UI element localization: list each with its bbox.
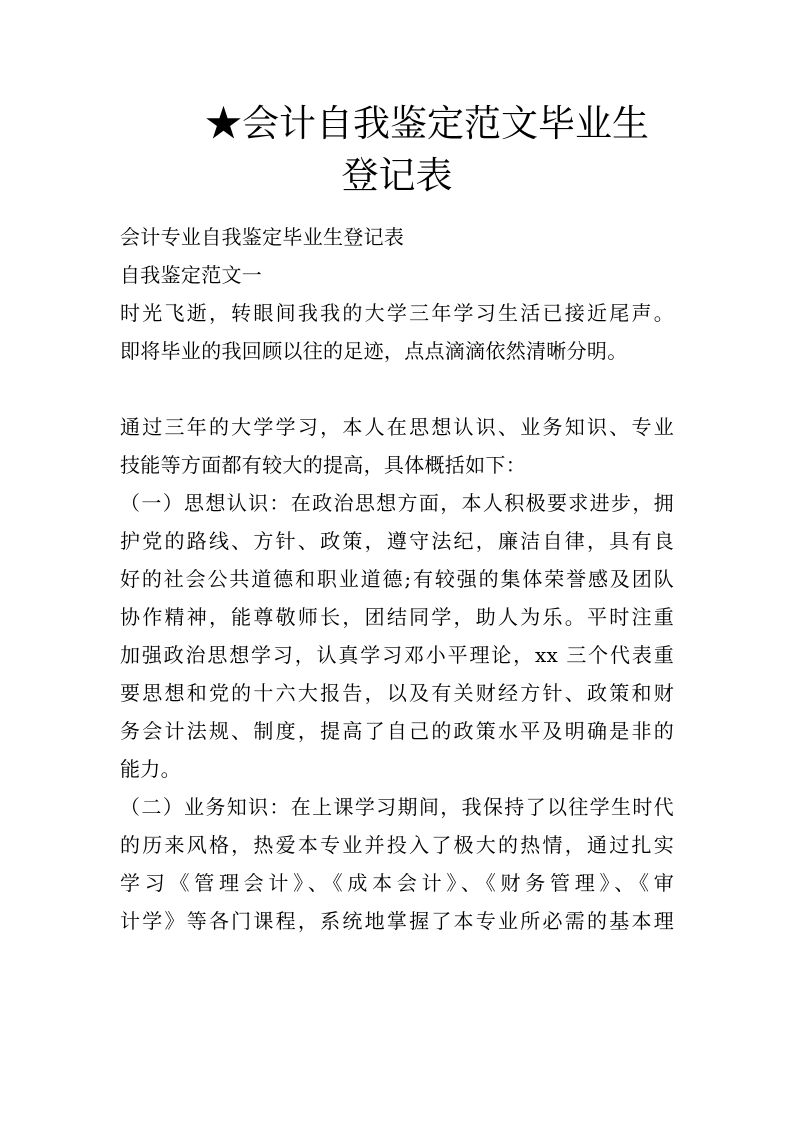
document-title-line-1: ★会计自我鉴定范文毕业生 [205, 102, 649, 145]
paragraph-3-line: 好的社会公共道德和职业道德;有较强的集体荣誉感及团队 [120, 567, 674, 591]
paragraph-4-line: 学习《管理会计》、《成本会计》、《财务管理》、《审 [120, 871, 674, 895]
paragraph-4-line: （二）业务知识：在上课学习期间，我保持了以往学生时代 [120, 795, 674, 819]
paragraph-1-line: 即将毕业的我回顾以往的足迹，点点滴滴依然清晰分明。 [120, 339, 628, 363]
paragraph-3-line: 加强政治思想学习，认真学习邓小平理论，xx 三个代表重 [120, 643, 674, 667]
paragraph-3-line: 协作精神，能尊敬师长，团结同学，助人为乐。平时注重 [120, 605, 674, 629]
paragraph-4-line: 计学》等各门课程，系统地掌握了本专业所必需的基本理 [120, 909, 674, 933]
paragraph-3-line: 务会计法规、制度，提高了自己的政策水平及明确是非的 [120, 719, 674, 743]
paragraph-2-line: 通过三年的大学学习，本人在思想认识、业务知识、专业 [120, 415, 674, 439]
paragraph-3-line: 护党的路线、方针、政策，遵守法纪，廉洁自律，具有良 [120, 529, 674, 553]
paragraph-3-line: 能力。 [120, 757, 181, 781]
paragraph-3-line: 要思想和党的十六大报告，以及有关财经方针、政策和财 [120, 681, 674, 705]
document-body [120, 218, 674, 940]
paragraph-4-line: 的历来风格，热爱本专业并投入了极大的热情，通过扎实 [120, 833, 674, 857]
document-subtitle: 会计专业自我鉴定毕业生登记表 [120, 225, 405, 249]
document-title-line-2: 登记表 [341, 154, 453, 197]
paragraph-3-line: （一）思想认识：在政治思想方面，本人积极要求进步，拥 [120, 491, 674, 515]
paragraph-2-line: 技能等方面都有较大的提高，具体概括如下： [120, 453, 526, 477]
paragraph-gap [120, 370, 674, 408]
paragraph-1-line: 时光飞逝，转眼间我我的大学三年学习生活已接近尾声。 [120, 301, 674, 325]
section-heading: 自我鉴定范文一 [120, 263, 263, 287]
